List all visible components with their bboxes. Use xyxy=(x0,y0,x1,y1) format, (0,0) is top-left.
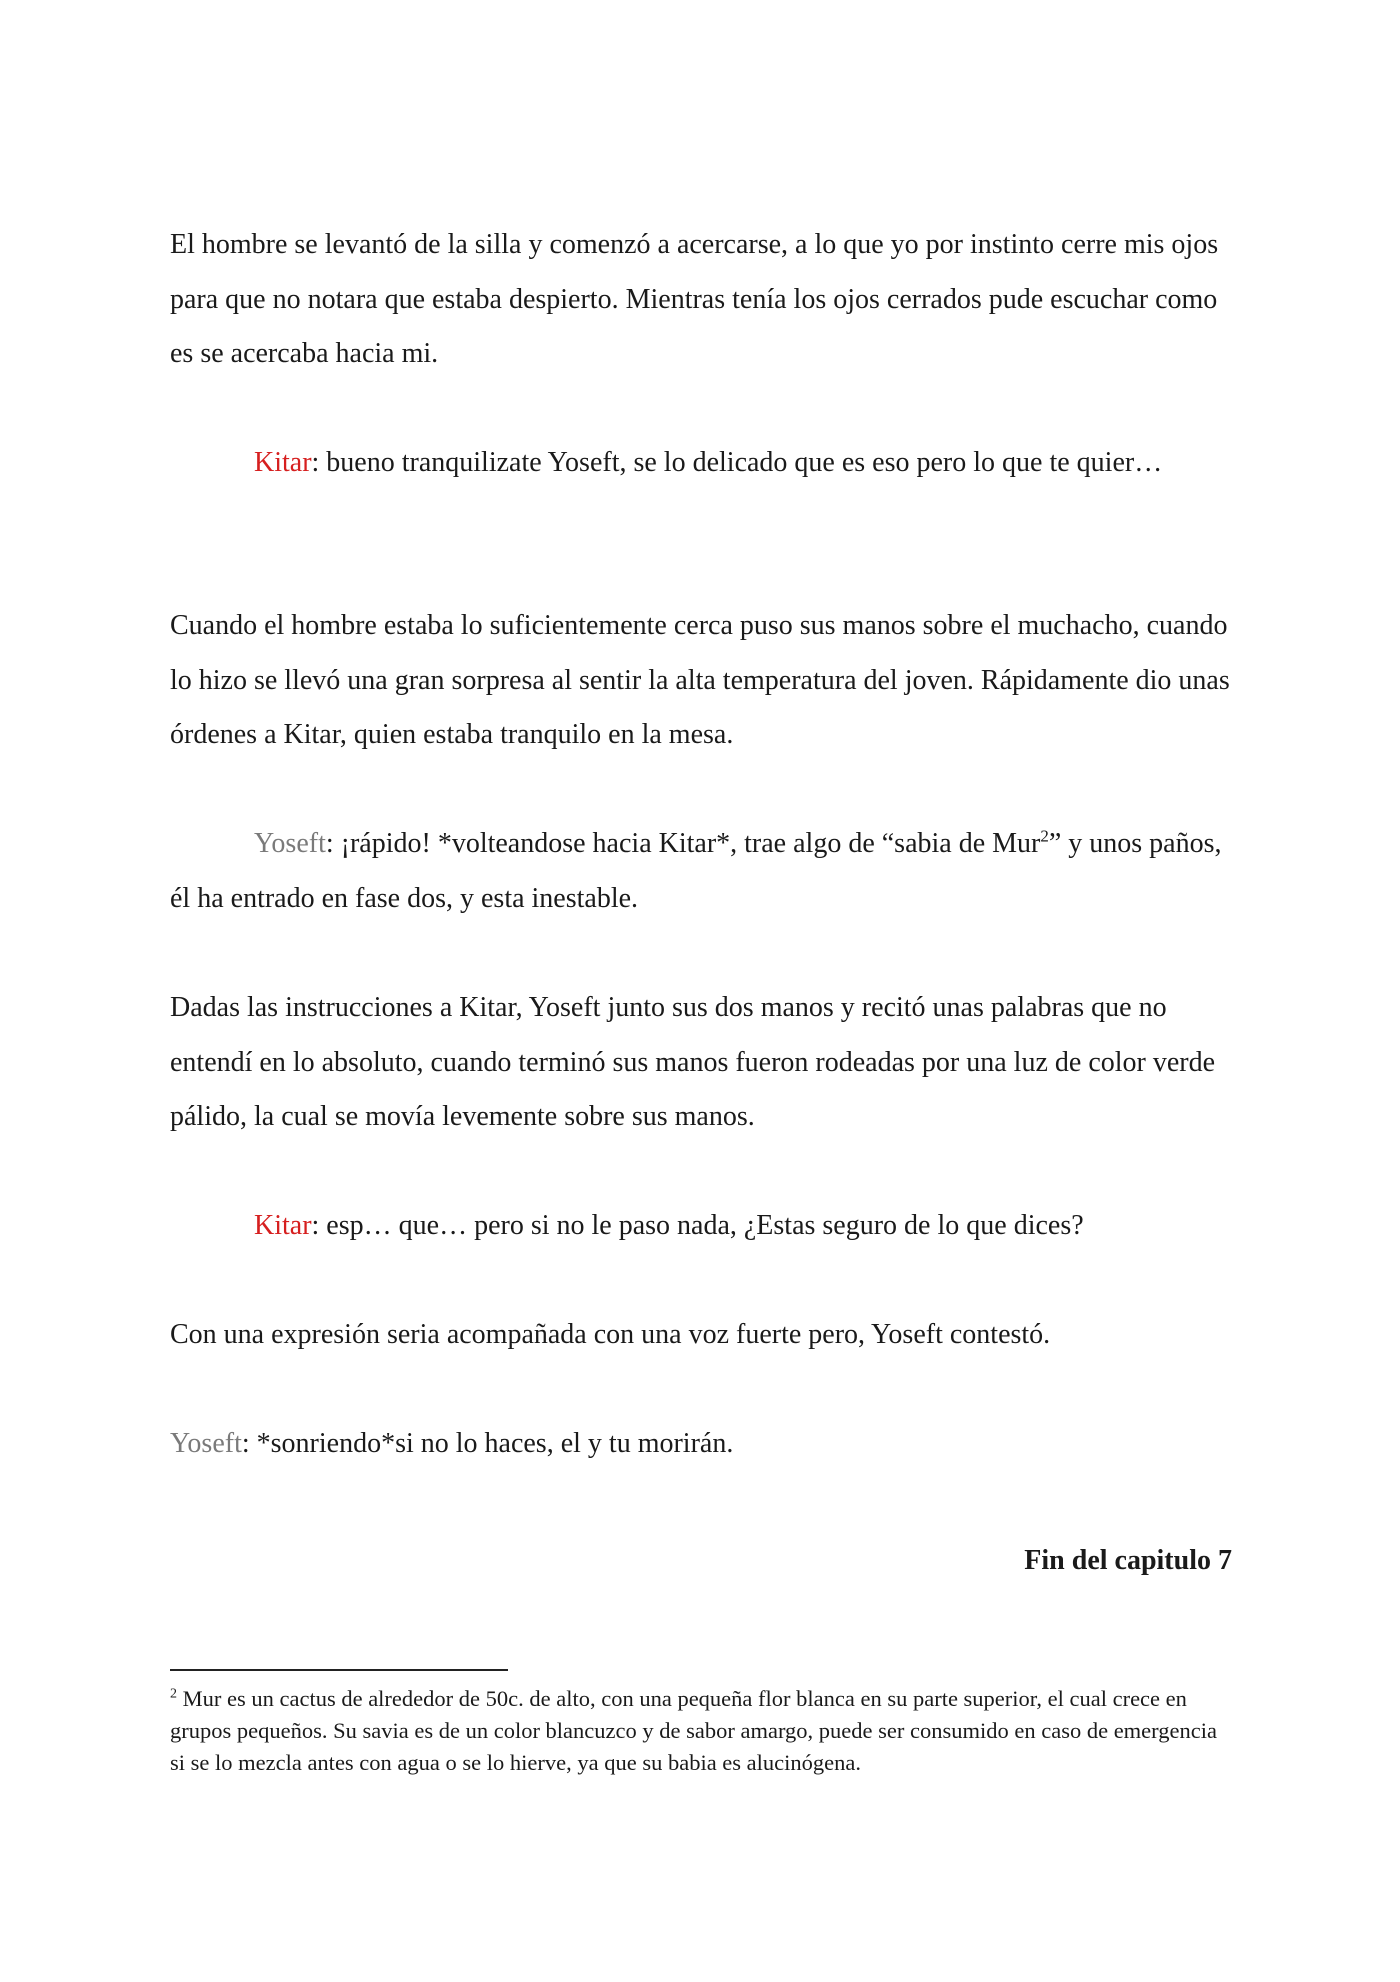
footnote-reference[interactable]: 2 xyxy=(1040,826,1049,846)
dialogue-text: : esp… que… pero si no le paso nada, ¿Estas seguro de lo que dices? xyxy=(311,1210,1084,1241)
dialogue-yoseft-2 xyxy=(170,1417,1232,1472)
paragraph-narration-2 xyxy=(170,599,1232,763)
dialogue-text: ” y unos paños, él ha entrado en fase dos, y esta inestable. xyxy=(170,828,1222,914)
speaker-name-kitar: Kitar xyxy=(254,447,312,478)
speaker-name-kitar: Kitar xyxy=(254,1210,312,1241)
speaker-name-yoseft: Yoseft xyxy=(254,828,326,859)
speaker-name-yoseft: Yoseft xyxy=(170,1428,242,1459)
chapter-end-heading: Fin del capitulo 7 xyxy=(1024,1545,1232,1576)
paragraph-text: El hombre se levantó de la silla y comenzó a acercarse, a lo que yo por instinto cerre mis ojos para que no notara que estaba despierto. Mientras tenía los ojos cerrados pude escuchar como es se acercaba hacia mi. xyxy=(170,229,1219,369)
dialogue-kitar-2 xyxy=(170,1199,1232,1254)
footnote xyxy=(170,1683,1232,1779)
paragraph-narration-3 xyxy=(170,981,1232,1145)
paragraph-text: Cuando el hombre estaba lo suficientemente cerca puso sus manos sobre el muchacho, cuando lo hizo se llevó una gran sorpresa al sentir la alta temperatura del joven. Rápidamente dio unas órdenes a Kitar, quien estaba tranquilo en la mesa. xyxy=(170,610,1230,750)
paragraph-narration-4 xyxy=(170,1308,1232,1363)
dialogue-text: : ¡rápido! *volteandose hacia Kitar*, trae algo de “sabia de Mur xyxy=(325,828,1041,859)
footnote-text: Mur es un cactus de alrededor de 50c. de alto, con una pequeña flor blanca en su parte superior, el cual crece en grupos pequeños. Su savia es de un color blancuzco y de sabor amargo, puede ser consumido en caso de emergencia si se lo mezcla antes con agua o se lo hierve, ya que su babia es alucinógena. xyxy=(170,1686,1217,1775)
paragraph-text: Con una expresión seria acompañada con una voz fuerte pero, Yoseft contestó. xyxy=(170,1319,1051,1350)
paragraph-text: Dadas las instrucciones a Kitar, Yoseft junto sus dos manos y recitó unas palabras que no entendí en lo absoluto, cuando terminó sus manos fueron rodeadas por una luz de color verde pálido, la cual se movía levemente sobre sus manos. xyxy=(170,992,1216,1132)
dialogue-kitar-1 xyxy=(170,436,1232,491)
dialogue-text: : bueno tranquilizate Yoseft, se lo delicado que es eso pero lo que te quier… xyxy=(311,447,1163,478)
dialogue-text: : *sonriendo*si no lo haces, el y tu morirán. xyxy=(241,1428,734,1459)
dialogue-yoseft-1 xyxy=(170,817,1232,926)
footnote-mark: 2 xyxy=(170,1686,177,1702)
footnote-separator xyxy=(170,1669,508,1671)
paragraph-narration-1 xyxy=(170,218,1232,382)
